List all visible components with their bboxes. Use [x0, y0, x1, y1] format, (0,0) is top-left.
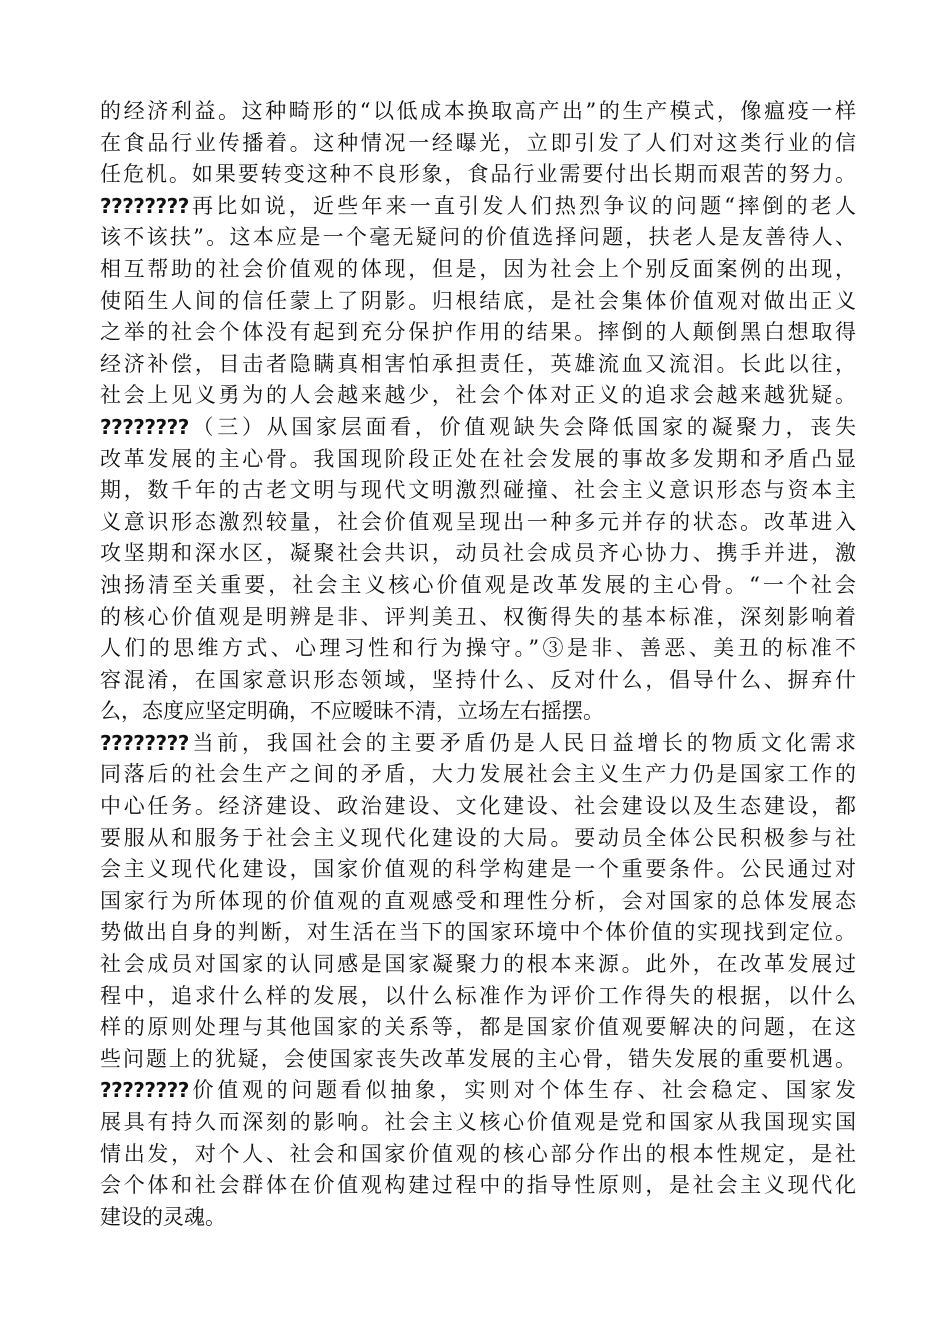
text-line	[100, 570, 856, 602]
line-text: （三）从国家层面看，价值观缺失会降低国家的凝聚力，丧失	[188, 414, 856, 439]
text-line	[100, 128, 856, 160]
line-text: 社会上见义勇为的人会越来越少，社会个体对正义的追求会越来越犹疑。	[100, 383, 856, 408]
line-text: 会个体和社会群体在价值观构建过程中的指导性原则，是社会主义现代化	[100, 1173, 856, 1198]
line-text: 当前，我国社会的主要矛盾仍是人民日益增长的物质文化需求	[188, 730, 856, 755]
text-line	[100, 759, 856, 791]
line-text: 同落后的社会生产之间的矛盾，大力发展社会主义生产力仍是国家工作的	[100, 762, 856, 787]
line-text: 再比如说，近些年来一直引发人们热烈争议的问题“摔倒的老人	[188, 193, 856, 218]
line-text: 么，态度应坚定明确，不应暧昧不清，立场左右摇摆。	[100, 699, 604, 724]
text-line	[100, 222, 856, 254]
text-line	[100, 854, 856, 886]
line-text: 之举的社会个体没有起到充分保护作用的结果。摔倒的人颠倒黑白想取得	[100, 320, 856, 345]
line-text: 攻坚期和深水区，凝聚社会共识，动员社会成员齐心协力、携手并进，激	[100, 541, 856, 566]
text-line	[100, 444, 856, 476]
text-line	[100, 886, 856, 918]
line-text: 任危机。如果要转变这种不良形象，食品行业需要付出长期而艰苦的努力。	[100, 162, 856, 187]
text-line	[100, 981, 856, 1013]
text-line	[100, 1044, 856, 1076]
text-line	[100, 791, 856, 823]
text-line	[100, 507, 856, 539]
line-text: 势做出自身的判断，对生活在当下的国家环境中个体价值的实现找到定位。	[100, 920, 856, 945]
line-text: 些问题上的犹疑，会使国家丧失改革发展的主心骨，错失发展的重要机遇。	[100, 1046, 856, 1071]
text-line	[100, 412, 856, 444]
text-line	[100, 475, 856, 507]
text-line	[100, 917, 856, 949]
text-line	[100, 823, 856, 855]
text-line	[100, 1107, 856, 1139]
text-line	[100, 633, 856, 665]
text-line	[100, 317, 856, 349]
line-text: 在食品行业传播着。这种情况一经曝光，立即引发了人们对这类行业的信	[100, 130, 856, 155]
line-text: 程中，追求什么样的发展，以什么标准作为评价工作得失的根据，以什么	[100, 983, 856, 1008]
line-text: 经济补偿，目击者隐瞒真相害怕承担责任，英雄流血又流泪。长此以往，	[100, 351, 856, 376]
text-line	[100, 696, 856, 728]
text-line	[100, 538, 856, 570]
line-text: 浊扬清至关重要，社会主义核心价值观是改革发展的主心骨。“一个社会	[100, 572, 856, 597]
line-text: 建设的灵魂。	[100, 1204, 226, 1229]
text-line	[100, 1012, 856, 1044]
document-body	[100, 96, 856, 1233]
line-text: 期，数千年的古老文明与现代文明激烈碰撞、社会主义意识形态与资本主	[100, 478, 856, 503]
text-line	[100, 1170, 856, 1202]
line-text: 要服从和服务于社会主义现代化建设的大局。要动员全体公民积极参与社	[100, 825, 856, 850]
text-line	[100, 96, 856, 128]
line-text: 人们的思维方式、心理习性和行为操守。”③是非、善恶、美丑的标准不	[100, 636, 856, 661]
line-text: 价值观的问题看似抽象，实则对个体生存、社会稳定、国家发	[188, 1078, 856, 1103]
text-line	[100, 159, 856, 191]
paragraph-indent-placeholder: ????????	[100, 730, 189, 755]
line-text: 改革发展的主心骨。我国现阶段正处在社会发展的事故多发期和矛盾凸显	[100, 446, 856, 471]
text-line	[100, 254, 856, 286]
text-line	[100, 1075, 856, 1107]
line-text: 国家行为所体现的价值观的直观感受和理性分析，会对国家的总体发展态	[100, 888, 856, 913]
line-text: 容混淆，在国家意识形态领域，坚持什么、反对什么，倡导什么、摒弃什	[100, 667, 856, 692]
line-text: 情出发，对个人、社会和国家价值观的核心部分作出的根本性规定，是社	[100, 1141, 856, 1166]
paragraph-indent-placeholder: ????????	[100, 414, 189, 439]
text-line	[100, 191, 856, 223]
text-line	[100, 1202, 856, 1234]
text-line	[100, 349, 856, 381]
line-text: 相互帮助的社会价值观的体现，但是，因为社会上个别反面案例的出现，	[100, 256, 856, 281]
line-text: 义意识形态激烈较量，社会价值观呈现出一种多元并存的状态。改革进入	[100, 509, 856, 534]
line-text: 社会成员对国家的认同感是国家凝聚力的根本来源。此外，在改革发展过	[100, 952, 856, 977]
line-text: 使陌生人间的信任蒙上了阴影。归根结底，是社会集体价值观对做出正义	[100, 288, 856, 313]
text-line	[100, 665, 856, 697]
line-text: 的核心价值观是明辨是非、评判美丑、权衡得失的基本标准，深刻影响着	[100, 604, 856, 629]
line-text: 的经济利益。这种畸形的“以低成本换取高产出”的生产模式，像瘟疫一样	[100, 99, 856, 123]
line-text: 中心任务。经济建设、政治建设、文化建设、社会建设以及生态建设，都	[100, 794, 856, 819]
line-text: 会主义现代化建设，国家价值观的科学构建是一个重要条件。公民通过对	[100, 857, 856, 882]
text-line	[100, 728, 856, 760]
text-line	[100, 380, 856, 412]
text-line	[100, 949, 856, 981]
text-line	[100, 602, 856, 634]
line-text: 该不该扶”。这本应是一个毫无疑问的价值选择问题，扶老人是友善待人、	[100, 225, 856, 250]
line-text: 样的原则处理与其他国家的关系等，都是国家价值观要解决的问题，在这	[100, 1015, 856, 1040]
text-line	[100, 1139, 856, 1171]
paragraph-indent-placeholder: ????????	[100, 1078, 189, 1103]
line-text: 展具有持久而深刻的影响。社会主义核心价值观是党和国家从我国现实国	[100, 1110, 856, 1134]
text-line	[100, 286, 856, 318]
paragraph-indent-placeholder: ????????	[100, 193, 189, 218]
